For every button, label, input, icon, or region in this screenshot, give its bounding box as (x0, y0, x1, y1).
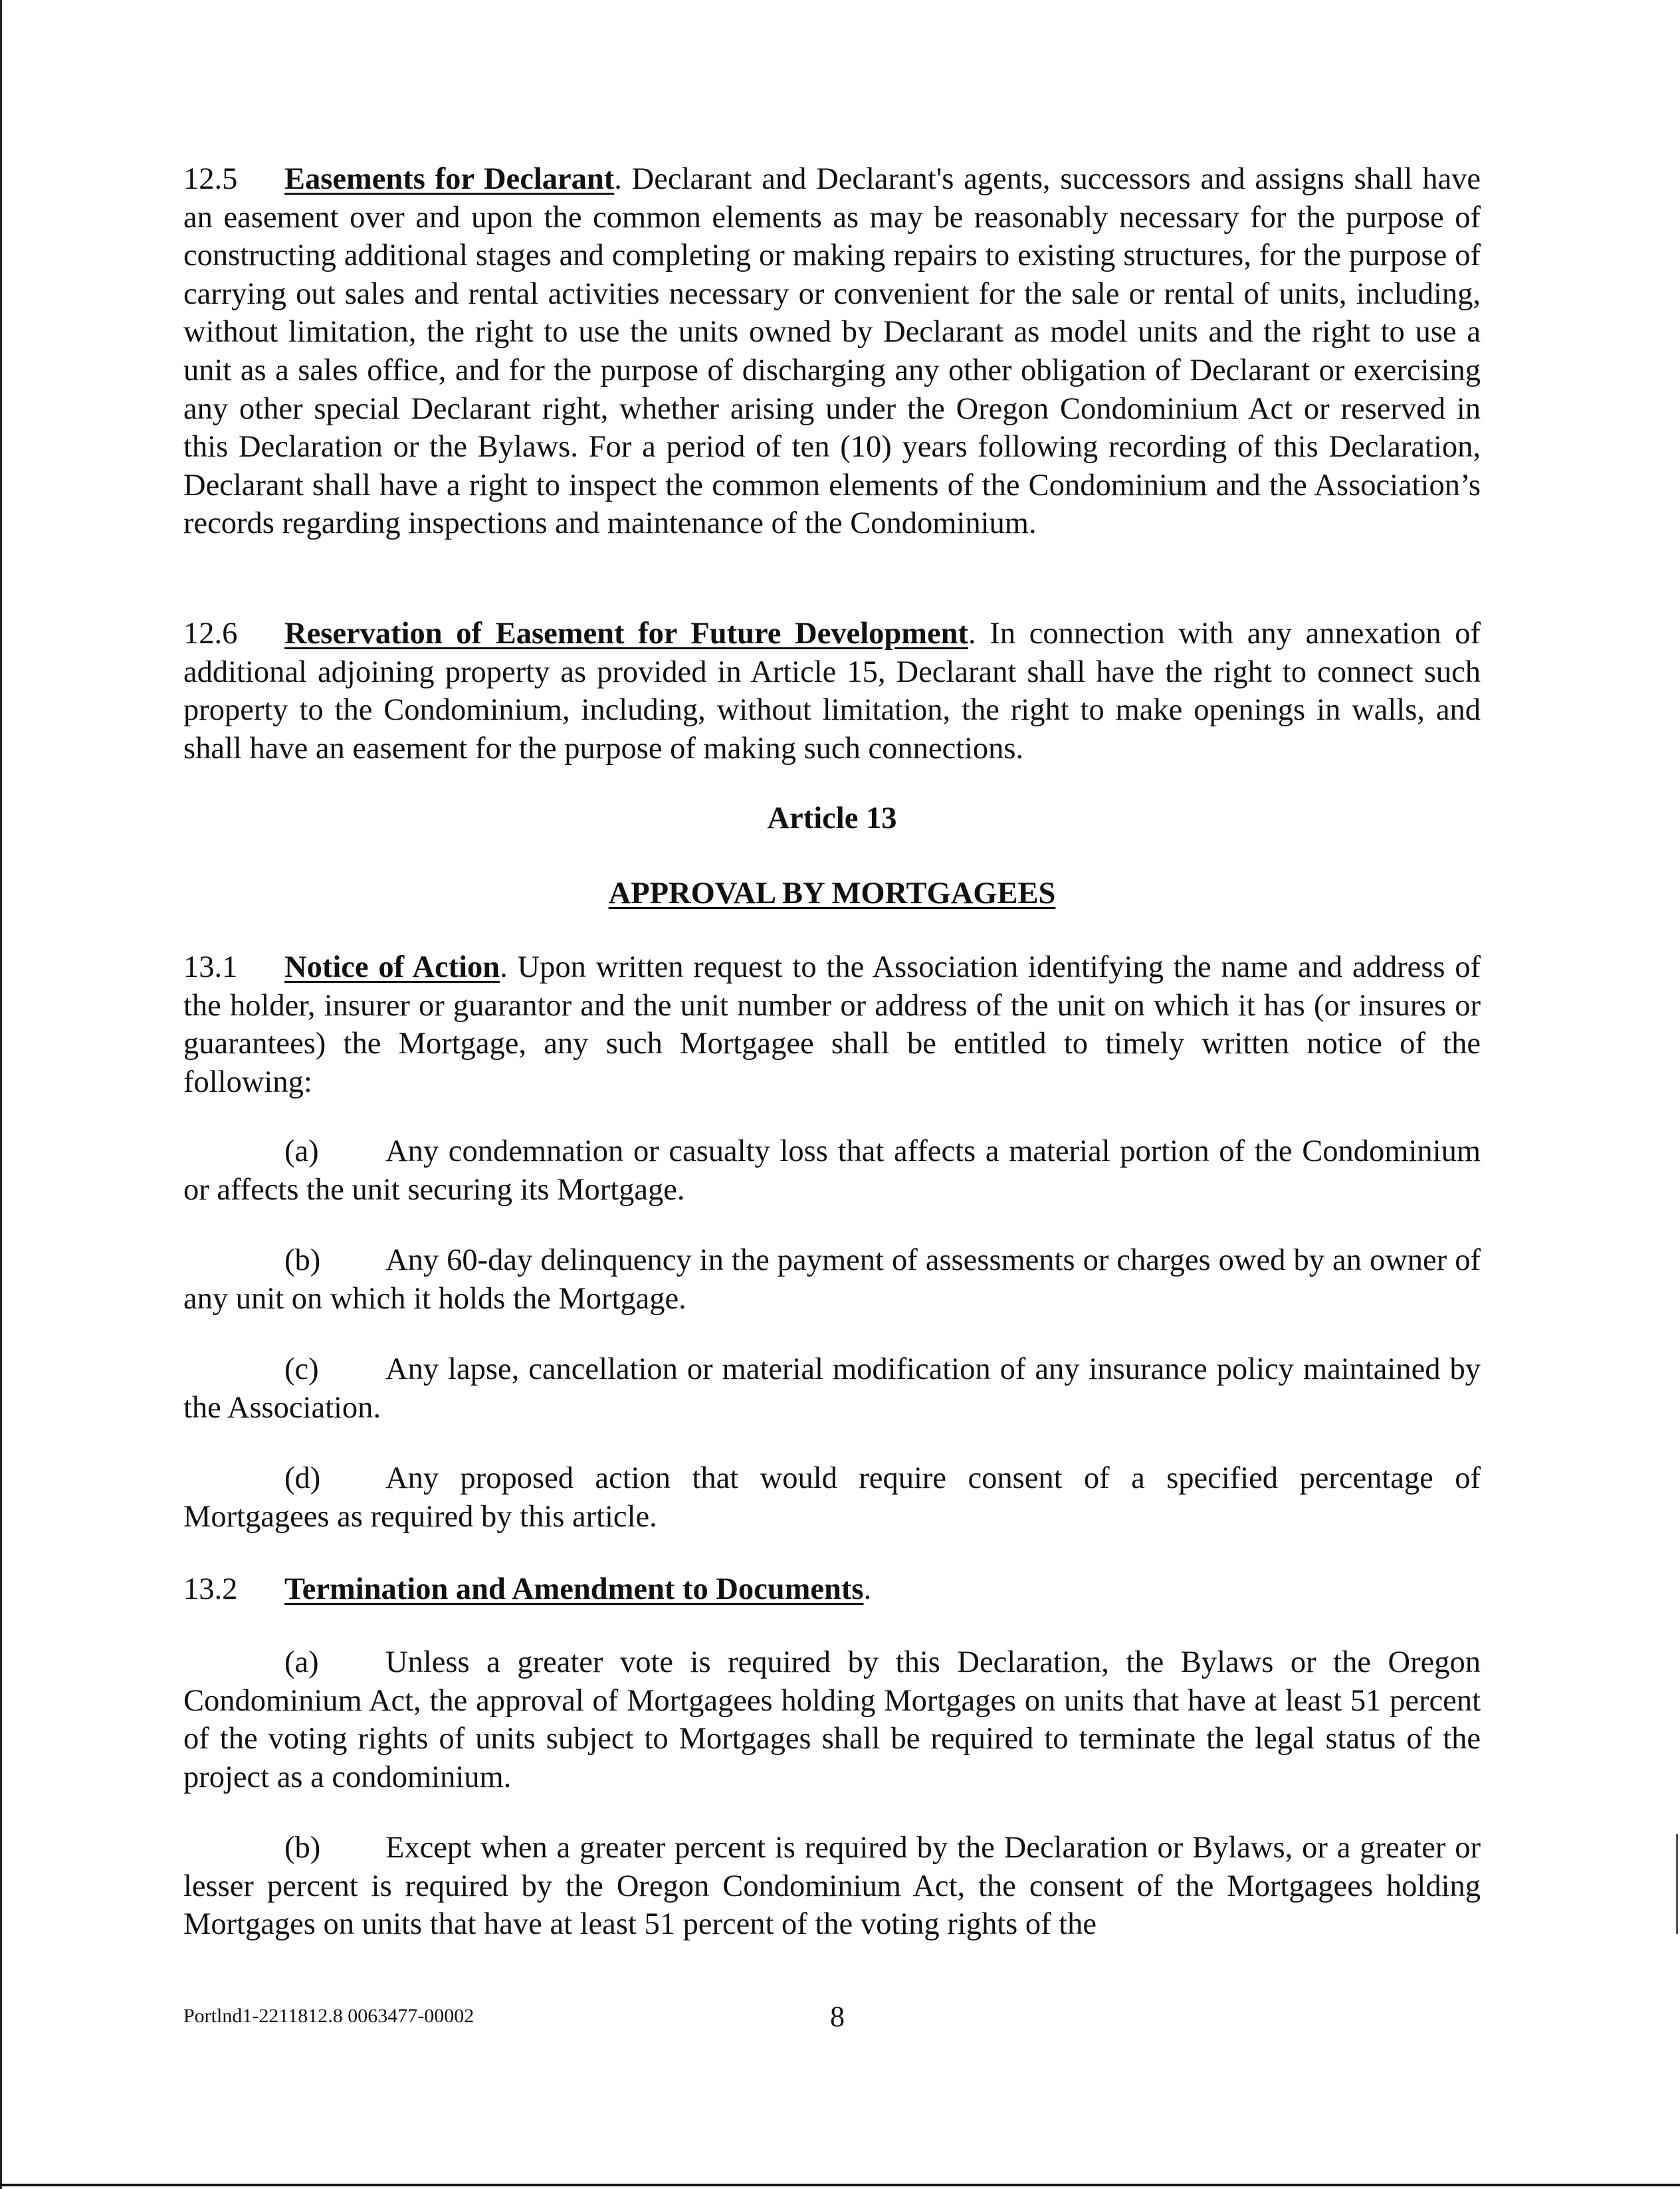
section-heading: Termination and Amendment to Documents (284, 1572, 864, 1606)
document-id: Portlnd1-2211812.8 0063477-00002 (183, 2005, 474, 2027)
item-letter: (a) (284, 1645, 319, 1679)
section-text: . Upon written request to the Association identifying the name and address of the holder, insurer or guarantor and the unit number or address of the unit on which it has (or insures or guarantees) the Mortgage, any such Mortgagee shall be entitled to timely written notice of the following: (183, 950, 1481, 1099)
list-item-13-2-a (183, 1643, 1481, 1796)
article-label: Article 13 (767, 801, 897, 835)
list-item-13-1-c (183, 1350, 1481, 1427)
section-text: . Declarant and Declarant's agents, successors and assigns shall have an easement over and upon the common elements as may be reasonably necessary for the purpose of constructing additional stages and completing or making repairs to existing structures, for the purpose of carrying out sales and rental activities necessary or convenient for the sale or rental of units, including, without limitation, the right to use the units owned by Declarant as model units and the right to use a unit as a sales office, and for the purpose of discharging any other obligation of Declarant or exercising any other special Declarant right, whether arising under the Oregon Condominium Act or reserved in this Declaration or the Bylaws. For a period of ten (10) years following recording of this Declaration, Declarant shall have a right to inspect the common elements of the Condominium and the Association’s records regarding inspections and maintenance of the Condominium. (183, 162, 1481, 541)
item-text: Any condemnation or casualty loss that affects a material portion of the Condominium or affects the unit securing its Mortgage. (183, 1134, 1481, 1207)
item-text: Except when a greater percent is required by the Declaration or Bylaws, or a greater or lesser percent is required by the Oregon Condominium Act, the consent of the Mortgagees holding Mortgages on units that have at least 51 percent of the voting rights of the (183, 1831, 1481, 1942)
section-12-6 (183, 615, 1481, 768)
section-heading: Reservation of Easement for Future Development (284, 617, 968, 651)
section-number: 12.5 (183, 162, 238, 196)
section-number: 12.6 (183, 617, 238, 651)
section-13-1 (183, 948, 1481, 1101)
article-title: APPROVAL BY MORTGAGEES (608, 877, 1056, 910)
section-heading: Notice of Action (284, 950, 500, 984)
list-item-13-2-b (183, 1829, 1481, 1944)
item-text: Any proposed action that would require consent of a specified percentage of Mortgagees as required by this article. (183, 1461, 1481, 1534)
scan-edge-left (0, 0, 2, 2189)
scan-edge-right (1676, 1834, 1678, 1934)
item-letter: (c) (284, 1352, 319, 1386)
section-text: . In connection with any annexation of additional adjoining property as provided in Article 15, Declarant shall have the right to connect such property to the Condominium, including, without limitation, the right to make openings in walls, and shall have an easement for the purpose of making such connections. (183, 617, 1481, 766)
list-item-13-1-a (183, 1132, 1481, 1209)
item-text: Any 60-day delinquency in the payment of assessments or charges owed by an owner of any unit on which it holds the Mortgage. (183, 1243, 1481, 1316)
scan-edge-bottom (0, 2184, 1680, 2186)
item-text: Unless a greater vote is required by this Declaration, the Bylaws or the Oregon Condominium Act, the approval of Mortgagees holding Mortgages on units that have at least 51 percent of the voting rights of units subject to Mortgages shall be required to terminate the legal status of the project as a condominium. (183, 1645, 1481, 1794)
page-number: 8 (830, 2000, 845, 2033)
section-12-5 (183, 160, 1481, 543)
section-text: . (863, 1572, 872, 1606)
section-13-2 (183, 1570, 1481, 1609)
item-letter: (b) (284, 1243, 321, 1277)
item-text: Any lapse, cancellation or material modification of any insurance policy maintained by the Association. (183, 1352, 1481, 1425)
list-item-13-1-d (183, 1459, 1481, 1536)
item-letter: (b) (284, 1831, 321, 1865)
item-letter: (a) (284, 1134, 319, 1168)
list-item-13-1-b (183, 1241, 1481, 1318)
section-number: 13.2 (183, 1572, 238, 1606)
item-letter: (d) (284, 1461, 321, 1495)
section-number: 13.1 (183, 950, 238, 984)
section-heading: Easements for Declarant (284, 162, 615, 196)
